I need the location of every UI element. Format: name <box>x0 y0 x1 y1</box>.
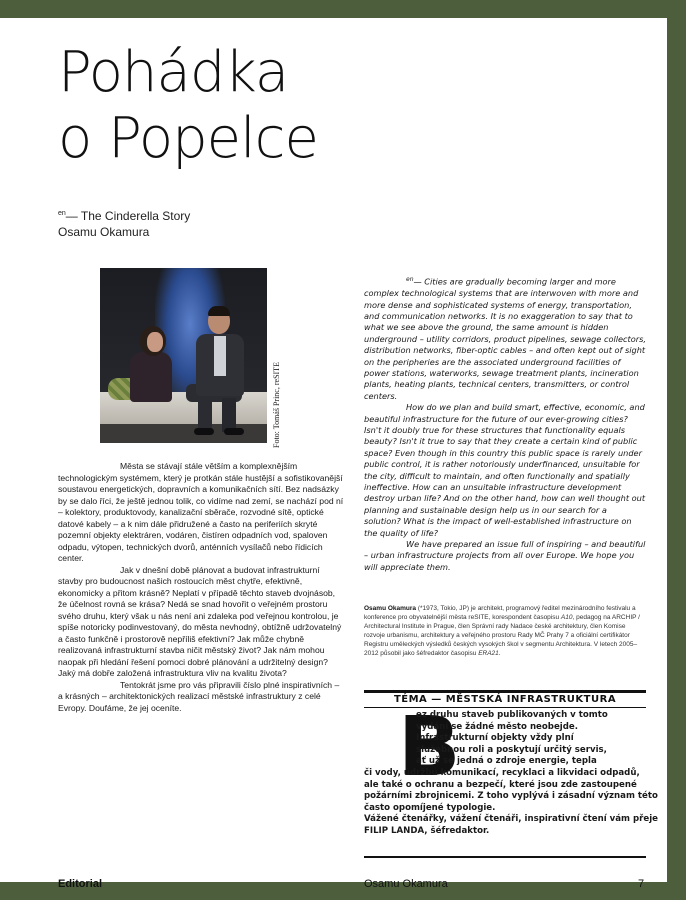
drop-cap: B <box>398 700 461 795</box>
czech-paragraph-1: Města se stávají stále větším a komplexnějším technologickým systémem, který je protkán stále hustější a sofistikovanější soustavou energetických, dopravních a komunikačních sítí. Bez nadsázky by se dalo říci, že ještě jednou tolik, co vidíme nad zemí, se nachází pod ní – kolektory, produktovody, kanalizační sběrače, rozvodné sítě, optické datové kabely – a k nim dále přidružené a často na periferiích skryté pozemní objekty elektráren, vodáren, čistíren odpadních vod, spaloven odpadu, výtopen, technických dvorů, anténních vysílačů nebo řídicích center. <box>58 461 344 563</box>
tema-bottom-rule <box>364 856 646 858</box>
tema-line: vydání se žádné město neobejde. <box>416 721 578 732</box>
en-marker: en <box>58 210 66 217</box>
footer-author: Osamu Okamura <box>364 878 448 890</box>
tema-text <box>364 700 658 838</box>
bio-name: Osamu Okamura <box>364 605 417 612</box>
bio-journal-era21: ERA21 <box>478 650 499 657</box>
page-number: 7 <box>638 878 645 890</box>
tema-signature: FILIP LANDA, šéfredaktor. <box>364 825 490 836</box>
english-paragraph-3: We have prepared an issue full of inspiring – and beautiful – urban infrastructure projects from all over Europe. We hope you will appreciate them. <box>364 539 646 572</box>
page-title <box>58 40 318 172</box>
tema-line: ale také o ochranu a bezpečí, které jsou zde zastoupené <box>364 779 637 790</box>
footer-section: Editorial <box>58 878 103 890</box>
subtitle-block <box>58 206 190 240</box>
english-title: — The Cinderella Story <box>65 209 191 223</box>
tema-line: či vody, údržbu komunikací, recyklaci a likvidaci odpadů, <box>364 767 640 778</box>
tema-line: ez druhu staveb publikovaných v tomto <box>416 710 608 720</box>
english-paragraph-1: — Cities are gradually becoming larger and more complex technological systems that are interwoven with more and more dense and sophisticated systems of energy, transportation, and communication networks. It is no exaggeration to say that to what we see above the ground, the same amount is hidden underground – utility corridors, product pipelines, sewage collectors, distribution networks, fiber-optic cables – and often kept out of sight on the peripheries are the associated underground facilities of power stations, waterworks, sewage treatment plants, incineration plants, heating plants, technical centers, transmitters, or control centers. <box>364 276 647 401</box>
tema-line: ať už se jedná o zdroje energie, tepla <box>416 756 597 767</box>
author-bio: Osamu Okamura (*1973, Tokio, JP) je architekt, programový ředitel mezinárodního festivalu a konference pro obyvatelnější města reSITE, korespondent časopisu A10, pedagog na ARCHIP / Architectural Institute in Prague, člen Správní rady Nadace české architektury, člen Komise rozvoje urbanismu, architektury a veřejného prostoru Rady MČ Prahy 7 a oficiální certifikátor Registru uměleckých výsledků českých vysokých škol v segmentu Architektura. V letech 2005–2012 působil jako šéfredaktor časopisu ERA21. <box>364 605 640 657</box>
author-photo <box>100 268 267 443</box>
magazine-page <box>0 18 667 890</box>
tema-line: služebnou roli a poskytují určitý servis, <box>416 744 607 755</box>
author-name: Osamu Okamura <box>58 225 150 239</box>
czech-paragraph-3: Tentokrát jsme pro vás připravili číslo plné inspirativních – a krásných – architektonických realizací městské infrastruktury z celé Evropy. Doufáme, že jej oceníte. <box>58 679 340 713</box>
czech-paragraph-2: Jak v dnešní době plánovat a budovat infrastrukturní stavby pro budoucnost našich rostoucích měst chytře, efektivně, ekonomicky a přitom krásně? Neplatí v případě těchto staveb dvojnásob, že účelnost rovná se krása? Nedá se snad hovořit o veřejném prostoru svého druhu, který však u nás není ani zdaleka pod veřejnou kontrolou, je spíše notoricky podinvestovaný, do města nevhodný, obtížně udržovatelný a často funkčně i prostorově nepříliš efektivní? Jak může chybně realizovaná infrastrukturní stavba ničit městský život? Jak nám mohou naopak při hledání řešení pomoci dobré plánování a udržitelný design? Jaký má dobře založená infrastruktura vliv na kvalitu života? <box>58 564 342 678</box>
english-editorial-text <box>364 274 646 573</box>
title-line-2: o Popelce <box>58 106 318 171</box>
english-en-marker: en <box>406 276 414 283</box>
photo-credit: Foto: Tomáš Princ, reSITE <box>272 362 281 448</box>
tema-line: Infrastrukturní objekty vždy plní <box>416 733 574 744</box>
tema-line: požárními zbrojnicemi. Z toho vyplývá i zásadní význam této <box>364 791 658 802</box>
czech-editorial-text <box>58 461 344 714</box>
tema-heading: TÉMA — MĚSTSKÁ INFRASTRUKTURA <box>393 694 617 705</box>
title-line-1: Pohádka <box>58 40 289 105</box>
bio-journal-a10: A10 <box>560 614 573 621</box>
tema-line: často opomíjené typologie. <box>364 802 496 813</box>
english-paragraph-2: How do we plan and build smart, effective, economic, and beautiful infrastructure for the future of our ever-growing cities? Isn't it doubly true for these structures that functionality equals beauty? Isn't it true to say that they create a certain kind of public space? Even though in this country this public space is rarely under public control, it is rather notoriously underfinanced, unsuitable for the city, difficult to maintain, and often functionally and spatially ineffective. How can an unsuitable infrastructure development destroy urban life? And on the other hand, how can well thought out planning and sustainable design help us in our search for a solution? What is the impact of well-established infrastructure on the quality of life? <box>364 402 646 538</box>
tema-line: Vážené čtenářky, vážení čtenáři, inspirativní čtení vám přeje <box>364 814 658 825</box>
